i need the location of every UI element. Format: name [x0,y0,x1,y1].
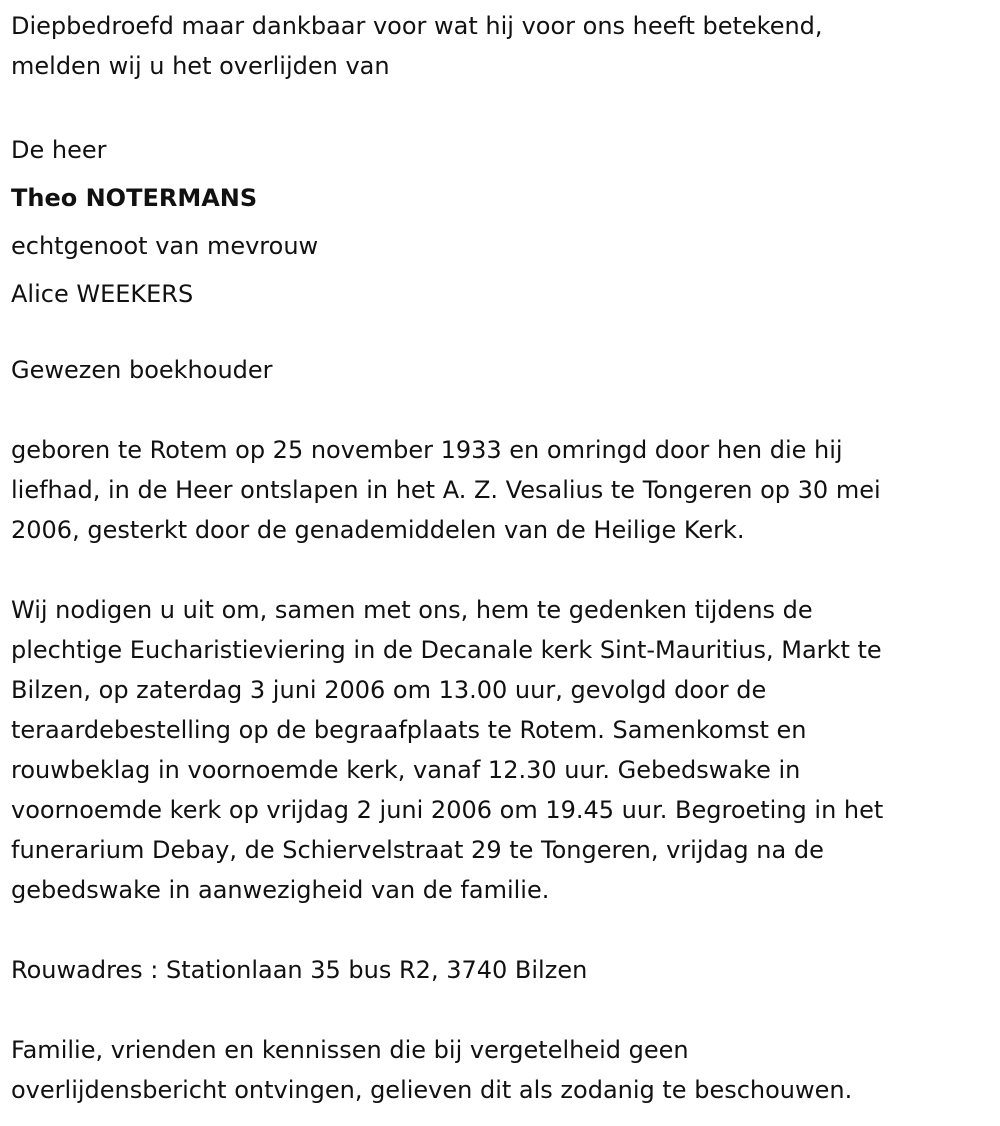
deceased-name: Theo NOTERMANS [11,184,258,212]
invitation-line: funerarium Debay, de Schiervelstraat 29 te Tongeren, vrijdag na de [11,836,824,864]
occupation-paragraph [11,350,273,390]
invitation-line: voornoemde kerk op vrijdag 2 juni 2006 om 19.45 uur. Begroeting in het [11,796,884,824]
deceased-block [11,126,318,318]
notice-line: Familie, vrienden en kennissen die bij vergetelheid geen [11,1036,689,1064]
invitation-line: gebedswake in aanwezigheid van de familie. [11,876,550,904]
invitation-line: rouwbeklag in voornoemde kerk, vanaf 12.30 uur. Gebedswake in [11,756,801,784]
birth-line: geboren te Rotem op 25 november 1933 en omringd door hen die hij [11,436,843,464]
occupation-text: Gewezen boekhouder [11,356,273,384]
notice-line: overlijdensbericht ontvingen, gelieven dit als zodanig te beschouwen. [11,1076,853,1104]
intro-line: Diepbedroefd maar dankbaar voor wat hij voor ons heeft betekend, [11,12,823,40]
invitation-line: plechtige Eucharistieviering in de Decanale kerk Sint-Mauritius, Markt te [11,636,882,664]
invitation-line: Wij nodigen u uit om, samen met ons, hem te gedenken tijdens de [11,596,813,624]
address-paragraph [11,950,587,990]
invitation-paragraph [11,590,883,910]
mourning-address: Rouwadres : Stationlaan 35 bus R2, 3740 Bilzen [11,956,588,984]
salutation: De heer [11,136,107,164]
relation-text: echtgenoot van mevrouw [11,232,319,260]
birth-line: 2006, gesterkt door de genademiddelen van de Heilige Kerk. [11,516,745,544]
notice-paragraph [11,1030,852,1110]
spouse-name: Alice WEEKERS [11,280,194,308]
intro-line: melden wij u het overlijden van [11,52,390,80]
birth-line: liefhad, in de Heer ontslapen in het A. Z. Vesalius te Tongeren op 30 mei [11,476,881,504]
intro-paragraph [11,6,823,86]
invitation-line: teraardebestelling op de begraafplaats te Rotem. Samenkomst en [11,716,807,744]
invitation-line: Bilzen, op zaterdag 3 juni 2006 om 13.00 uur, gevolgd door de [11,676,767,704]
birth-paragraph [11,430,881,550]
